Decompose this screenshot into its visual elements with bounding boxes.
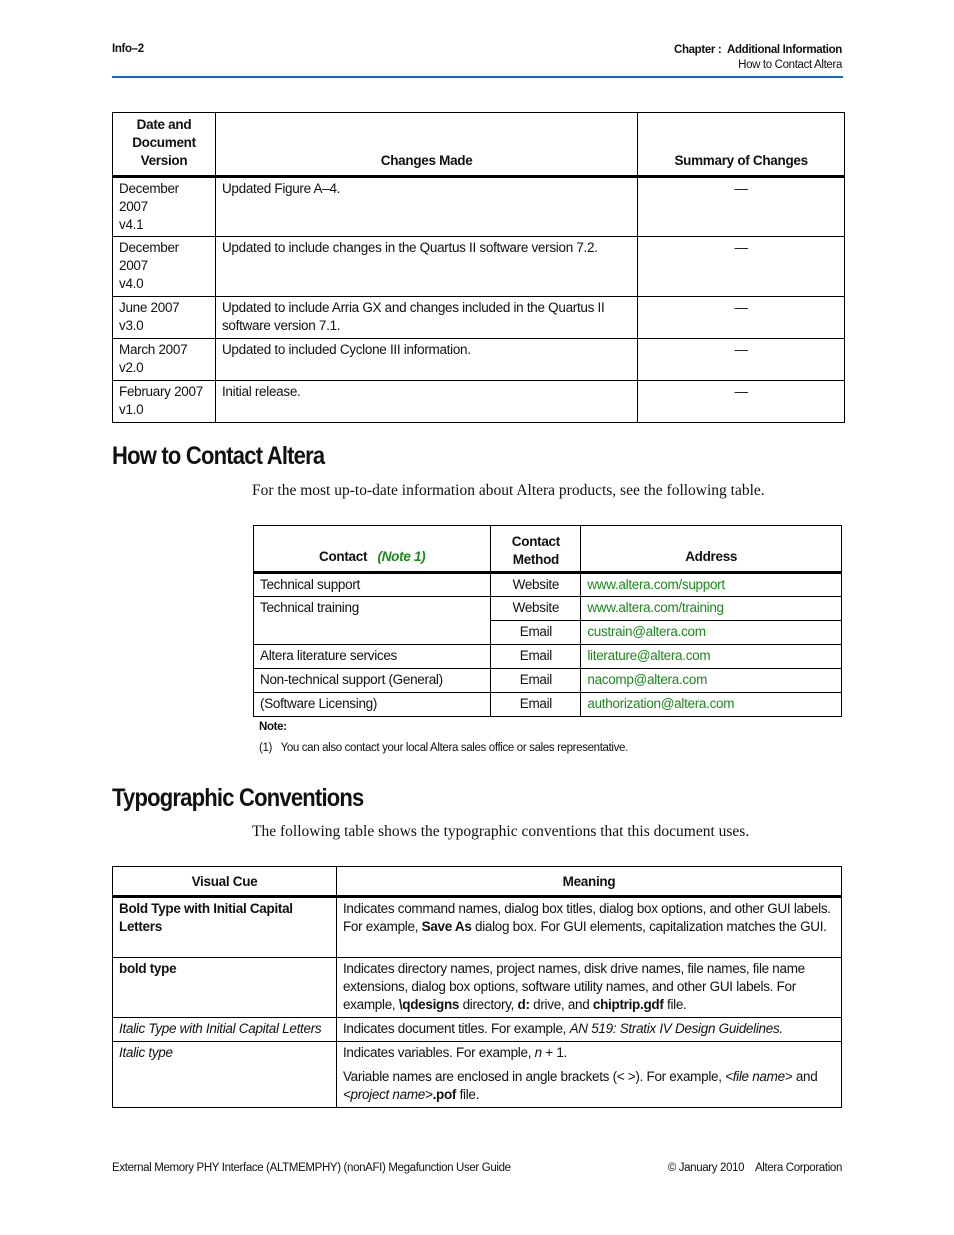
meaning-cell bbox=[336, 958, 841, 1018]
chapter-label: Chapter : bbox=[674, 44, 722, 56]
text: file. bbox=[663, 997, 687, 1012]
contact-cell: Altera literature services bbox=[254, 645, 491, 669]
method-cell: Email bbox=[491, 621, 581, 645]
chapter-title: Additional Information bbox=[727, 44, 842, 56]
address-link[interactable]: www.altera.com/training bbox=[581, 597, 842, 621]
italic-example: AN 519: Stratix IV Design Guidelines. bbox=[569, 1021, 783, 1036]
table-row bbox=[113, 381, 845, 423]
footnote bbox=[259, 742, 628, 754]
date: February 2007 bbox=[119, 384, 203, 399]
bold-example: d: bbox=[517, 997, 530, 1012]
address-link[interactable]: literature@altera.com bbox=[581, 645, 842, 669]
meaning-cell bbox=[336, 1042, 841, 1108]
table-row bbox=[113, 1042, 842, 1108]
note-label: Note: bbox=[259, 721, 287, 733]
method-cell: Email bbox=[491, 645, 581, 669]
footer-right bbox=[668, 1162, 842, 1174]
table-row bbox=[113, 297, 845, 339]
text: dialog box. For GUI elements, capitalization matches the GUI. bbox=[471, 919, 827, 934]
table-row bbox=[113, 958, 842, 1018]
version: v1.0 bbox=[119, 402, 144, 417]
contact-cell: Technical support bbox=[254, 573, 491, 597]
meaning-cell bbox=[336, 1018, 841, 1042]
footnote-text: You can also contact your local Altera sales office or sales representative. bbox=[280, 742, 628, 754]
date: December 2007 bbox=[119, 181, 179, 214]
col-header-method: Contact Method bbox=[491, 526, 581, 573]
changes-cell: Updated to include changes in the Quartus II software version 7.2. bbox=[215, 237, 637, 297]
table-row bbox=[254, 573, 842, 597]
table-row bbox=[254, 597, 842, 621]
date: December 2007 bbox=[119, 240, 179, 273]
summary-cell: — bbox=[638, 339, 845, 381]
footnote-number: (1) bbox=[259, 742, 273, 754]
table-row bbox=[113, 237, 845, 297]
changes-cell: Updated to include Arria GX and changes included in the Quartus II software version 7.1. bbox=[215, 297, 637, 339]
footer-date: © January 2010 bbox=[667, 1162, 745, 1174]
text: + 1. bbox=[541, 1045, 567, 1060]
bold-example: \qdesigns bbox=[398, 997, 460, 1012]
cue-cell: bold type bbox=[113, 958, 337, 1018]
address-link[interactable]: authorization@altera.com bbox=[581, 693, 842, 717]
text: Indicates document titles. For example, bbox=[342, 1021, 570, 1036]
contact-table bbox=[253, 525, 842, 717]
date-cell bbox=[113, 237, 216, 297]
date-cell bbox=[113, 339, 216, 381]
table-row bbox=[254, 645, 842, 669]
contact-cell: Technical training bbox=[254, 597, 491, 645]
date: March 2007 bbox=[119, 342, 188, 357]
contact-heading: How to Contact Altera bbox=[112, 442, 325, 470]
date-cell bbox=[113, 297, 216, 339]
col-header-address: Address bbox=[581, 526, 842, 573]
address-link[interactable]: nacomp@altera.com bbox=[581, 669, 842, 693]
method-cell: Email bbox=[491, 669, 581, 693]
bold-example: chiptrip.gdf bbox=[592, 997, 664, 1012]
text: Indicates directory names, project names, disk drive names, file names, file name extensions, dialog box options, software utility names, and other GUI labels. For example, bbox=[342, 961, 805, 1012]
text: file. bbox=[456, 1087, 480, 1102]
cue-cell: Bold Type with Initial Capital Letters bbox=[113, 897, 337, 958]
page-number: Info–2 bbox=[112, 43, 144, 55]
version: v3.0 bbox=[119, 318, 144, 333]
version: v4.0 bbox=[119, 276, 144, 291]
col-header-summary: Summary of Changes bbox=[638, 113, 845, 177]
summary-cell: — bbox=[638, 237, 845, 297]
contact-cell: Non-technical support (General) bbox=[254, 669, 491, 693]
col-header-cue: Visual Cue bbox=[113, 867, 337, 897]
address-link[interactable]: www.altera.com/support bbox=[581, 573, 842, 597]
footer-company: Altera Corporation bbox=[754, 1162, 842, 1174]
date: June 2007 bbox=[119, 300, 180, 315]
cue-cell: Italic Type with Initial Capital Letters bbox=[113, 1018, 337, 1042]
header-rule bbox=[112, 76, 843, 78]
text: Variable names are enclosed in angle brackets (< >). For example, bbox=[342, 1069, 726, 1084]
col-header-date: Date and Document Version bbox=[113, 113, 216, 177]
version: v2.0 bbox=[119, 360, 144, 375]
date-cell bbox=[113, 177, 216, 237]
address-link[interactable]: custrain@altera.com bbox=[581, 621, 842, 645]
table-row bbox=[113, 177, 845, 237]
text: directory, bbox=[459, 997, 518, 1012]
typographic-table bbox=[112, 866, 842, 1108]
text: and bbox=[792, 1069, 818, 1084]
running-header bbox=[674, 43, 842, 73]
italic-example: <file name> bbox=[725, 1069, 793, 1084]
changes-cell: Initial release. bbox=[215, 381, 637, 423]
text: Indicates command names, dialog box titles, dialog box options, and other GUI labels. For example, bbox=[342, 901, 831, 934]
contact-intro: For the most up-to-date information about Altera products, see the following table. bbox=[252, 482, 765, 499]
cue-cell: Italic type bbox=[113, 1042, 337, 1108]
italic-example: <project name> bbox=[342, 1087, 433, 1102]
version: v4.1 bbox=[119, 217, 144, 232]
table-row bbox=[113, 1018, 842, 1042]
italic-example: n bbox=[534, 1045, 542, 1060]
bold-example: Save As bbox=[421, 919, 472, 934]
bold-example: .pof bbox=[432, 1087, 457, 1102]
method-cell: Website bbox=[491, 573, 581, 597]
typo-intro: The following table shows the typographic conventions that this document uses. bbox=[252, 823, 750, 840]
section-title: How to Contact Altera bbox=[738, 59, 842, 71]
note-1-link[interactable]: (Note 1) bbox=[377, 549, 426, 564]
date-cell bbox=[113, 381, 216, 423]
contact-cell: (Software Licensing) bbox=[254, 693, 491, 717]
method-cell: Website bbox=[491, 597, 581, 621]
summary-cell: — bbox=[638, 297, 845, 339]
changes-cell: Updated to included Cyclone III information. bbox=[215, 339, 637, 381]
revision-history-table bbox=[112, 112, 845, 423]
meaning-cell bbox=[336, 897, 841, 958]
text: Indicates variables. For example, bbox=[342, 1045, 535, 1060]
table-row bbox=[254, 693, 842, 717]
typo-heading: Typographic Conventions bbox=[112, 784, 364, 812]
col-header-changes: Changes Made bbox=[215, 113, 637, 177]
table-row bbox=[254, 669, 842, 693]
contact-header-label: Contact bbox=[319, 549, 368, 564]
summary-cell: — bbox=[638, 381, 845, 423]
method-cell: Email bbox=[491, 693, 581, 717]
col-header-meaning: Meaning bbox=[336, 867, 841, 897]
table-row bbox=[113, 897, 842, 958]
summary-cell: — bbox=[638, 177, 845, 237]
table-row bbox=[113, 339, 845, 381]
changes-cell: Updated Figure A–4. bbox=[215, 177, 637, 237]
text: drive, and bbox=[529, 997, 593, 1012]
footer-title: External Memory PHY Interface (ALTMEMPHY) (nonAFI) Megafunction User Guide bbox=[112, 1162, 511, 1174]
col-header-contact bbox=[254, 526, 491, 573]
